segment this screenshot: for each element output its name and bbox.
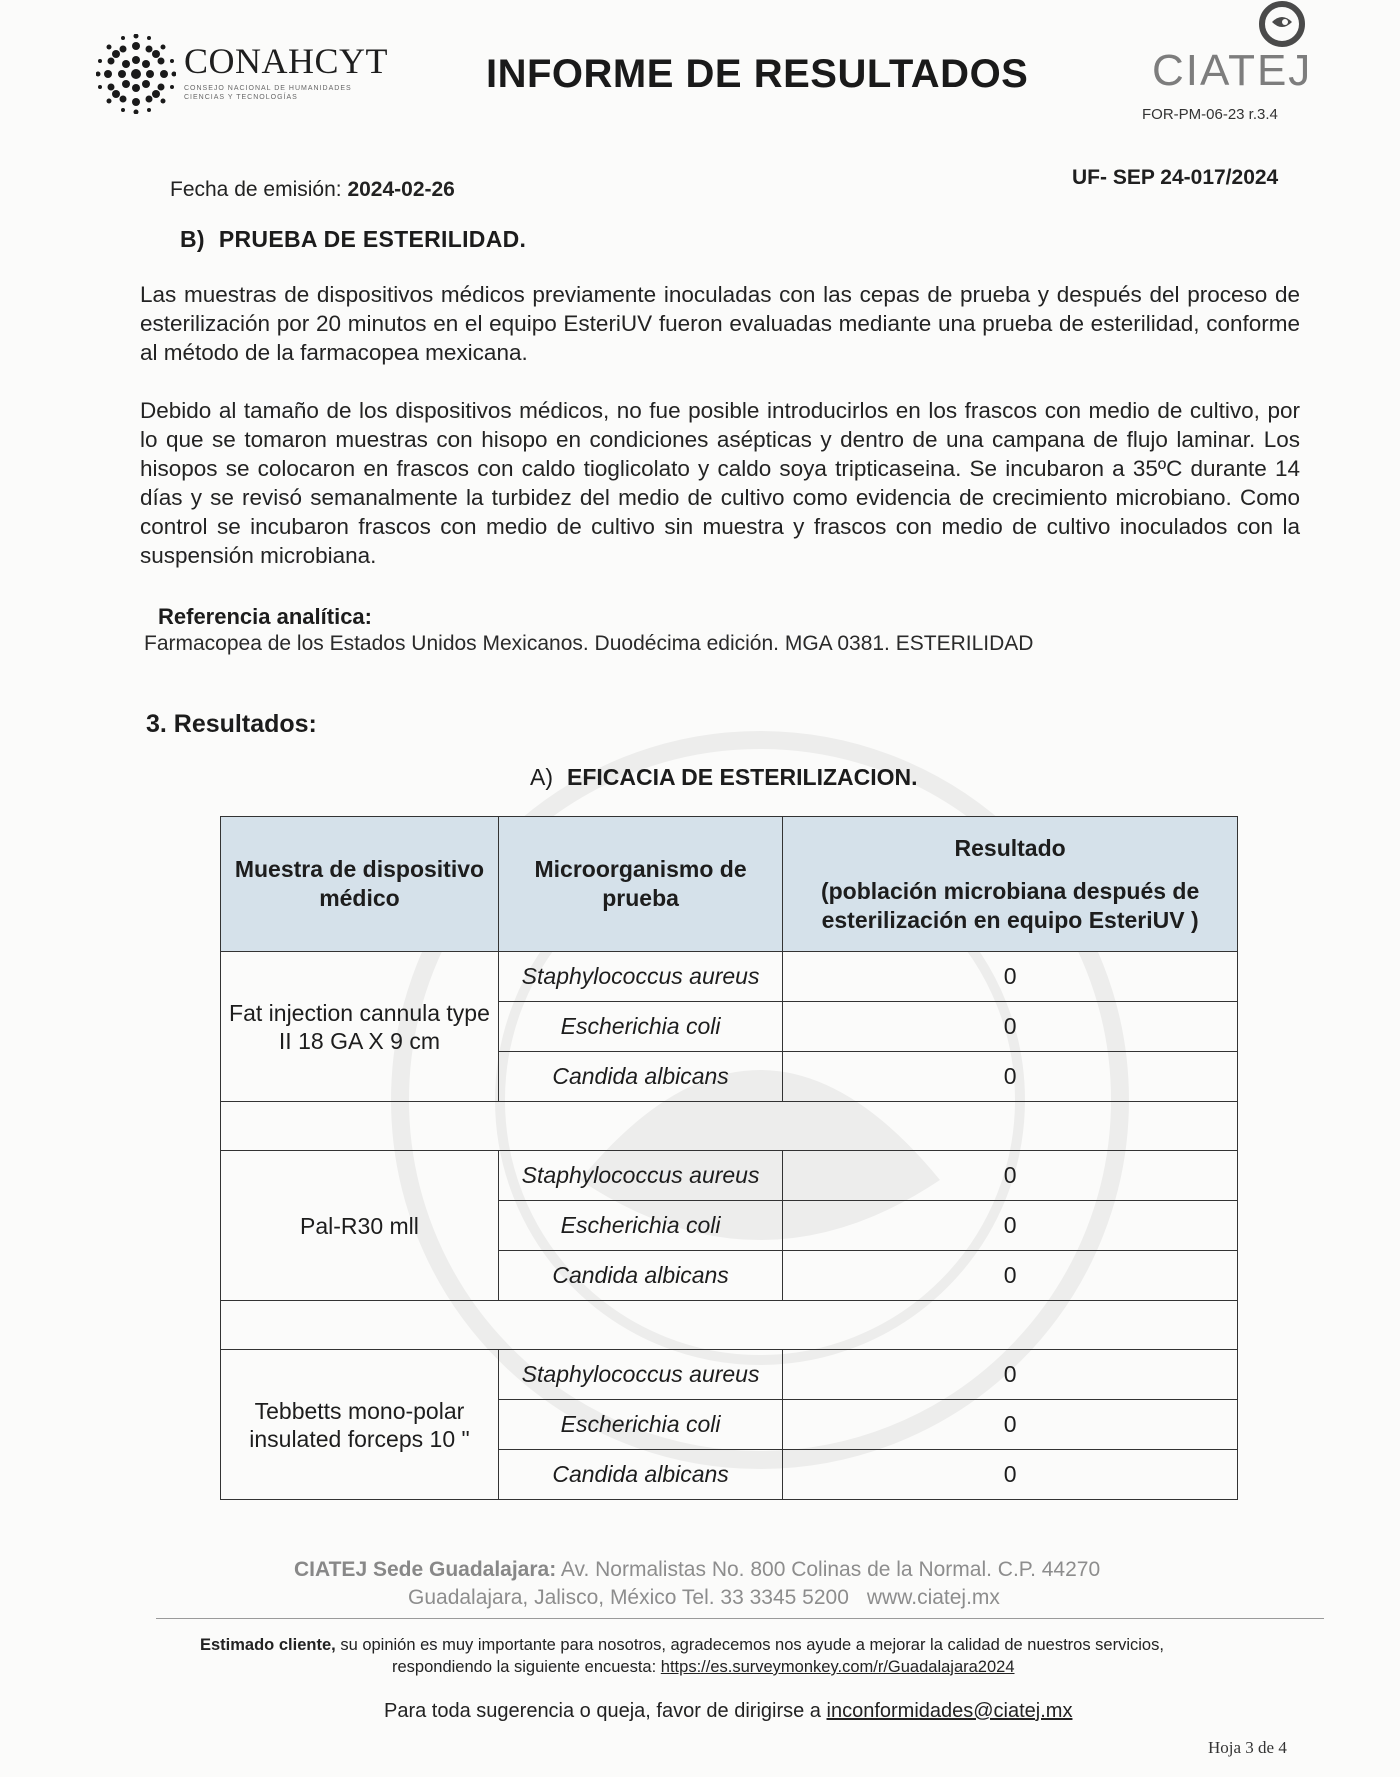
paragraph-1: Las muestras de dispositivos médicos previamente inoculadas con las cepas de prueba y después del proceso de esterilización por 20 minutos en el equipo EsteriUV fueron evaluadas mediante una prueba de esterilidad, conforme al método de la farmacopea mexicana. [140,282,1300,365]
sample-cell: Fat injection cannula type II 18 GA X 9 cm [221,952,499,1102]
header-organism: Microorganismo de prueba [498,817,782,952]
organism-cell: Staphylococcus aureus [498,952,782,1002]
header-result-title: Resultado [954,834,1066,861]
footer-divider [156,1618,1324,1619]
reference-text: Farmacopea de los Estados Unidos Mexicanos. Duodécima edición. MGA 0381. ESTERILIDAD [144,632,1034,655]
survey-line-2 [392,1658,1015,1677]
separator-cell [221,1301,1238,1350]
report-code: UF- SEP 24-017/2024 [1072,166,1279,189]
conahcyt-dots-icon [96,34,176,114]
emission-date: 2024-02-26 [347,178,455,201]
table-separator-row [221,1301,1238,1350]
table-header-row [221,817,1238,952]
conahcyt-logo [96,34,416,114]
organism-cell: Candida albicans [498,1052,782,1102]
address-label: CIATEJ Sede Guadalajara: [294,1558,557,1581]
results-title: 3. Resultados: [146,710,317,738]
table-separator-row [221,1102,1238,1151]
organism-cell: Candida albicans [498,1450,782,1500]
paragraph-2: Debido al tamaño de los dispositivos médicos, no fue posible introducirlos en los frascos con medio de cultivo, por lo que se tomaron muestras con hisopo en condiciones asépticas y dentro de una campana de flujo laminar. Los hisopos se colocaron en frascos con caldo tioglicolato y caldo soya tripticaseina. Se incubaron a 35ºC durante 14 días y se revisó semanalmente la turbidez del medio de cultivo como evidencia de crecimiento microbiano. Como control se incubaron frascos con medio de cultivo sin muestra y frascos con medio de cultivo inoculados con la suspensión microbiana. [140,398,1300,568]
form-code: FOR-PM-06-23 r.3.4 [1142,106,1278,123]
section-b-heading [180,226,540,253]
result-cell: 0 [783,1151,1238,1201]
organism-cell: Escherichia coli [498,1002,782,1052]
survey-greeting: Estimado cliente, [200,1636,336,1654]
table-row [221,1350,1238,1400]
complaint-line [384,1700,1072,1723]
result-cell: 0 [783,1201,1238,1251]
website-link[interactable]: www.ciatej.mx [866,1586,1000,1609]
result-cell: 0 [783,1002,1238,1052]
result-cell: 0 [783,952,1238,1002]
address-city-phone: Guadalajara, Jalisco, México Tel. 33 3345 5200 [408,1586,849,1609]
complaint-text: Para toda sugerencia o queja, favor de dirigirse a [384,1700,821,1722]
sample-cell: Tebbetts mono-polar insulated forceps 10 " [221,1350,499,1500]
organism-cell: Staphylococcus aureus [498,1151,782,1201]
result-cell: 0 [783,1251,1238,1301]
separator-cell [221,1102,1238,1151]
conahcyt-name: CONAHCYT [184,41,389,81]
emission-date-line [170,178,455,202]
page-title: INFORME DE RESULTADOS [486,52,1029,96]
results-table [220,816,1238,1500]
efficacy-letter: A) [530,764,553,790]
reference-title: Referencia analítica: [158,604,372,629]
emission-label: Fecha de emisión: [170,178,342,201]
survey-link[interactable]: https://es.surveymonkey.com/r/Guadalajara2024 [660,1658,1015,1676]
address-line-2 [408,1586,1000,1610]
result-cell: 0 [783,1350,1238,1400]
organism-cell: Escherichia coli [498,1400,782,1450]
survey-text-2: respondiendo la siguiente encuesta: [392,1658,657,1676]
survey-line-1 [200,1636,1164,1655]
table-row [221,952,1238,1002]
result-cell: 0 [783,1450,1238,1500]
header-result [783,817,1238,952]
complaint-email-link[interactable]: inconformidades@ciatej.mx [826,1700,1073,1722]
organism-cell: Candida albicans [498,1251,782,1301]
conahcyt-subtitle: CONSEJO NACIONAL DE HUMANIDADES CIENCIAS Y TECNOLOGÍAS [184,85,352,101]
address-line-1 [294,1558,1100,1582]
efficacy-heading [530,764,918,791]
efficacy-title: EFICACIA DE ESTERILIZACION. [567,764,918,790]
header-result-subtitle: (población microbiana después de esterilización en equipo EsteriUV ) [820,877,1200,933]
organism-cell: Escherichia coli [498,1201,782,1251]
ciatej-logo-text: CIATEJ [1152,46,1313,95]
sample-cell: Pal-R30 mll [221,1151,499,1301]
address-text: Av. Normalistas No. 800 Colinas de la Normal. C.P. 44270 [560,1558,1101,1581]
result-cell: 0 [783,1400,1238,1450]
header-sample: Muestra de dispositivo médico [221,817,499,952]
section-b-letter: B) [180,226,205,252]
section-b-title: PRUEBA DE ESTERILIDAD. [218,226,527,252]
table-row [221,1151,1238,1201]
survey-text: su opinión es muy importante para nosotros, agradecemos nos ayude a mejorar la calidad de nuestros servicios, [340,1636,1164,1654]
organism-cell: Staphylococcus aureus [498,1350,782,1400]
result-cell: 0 [783,1052,1238,1102]
page-number: Hoja 3 de 4 [1208,1738,1287,1757]
